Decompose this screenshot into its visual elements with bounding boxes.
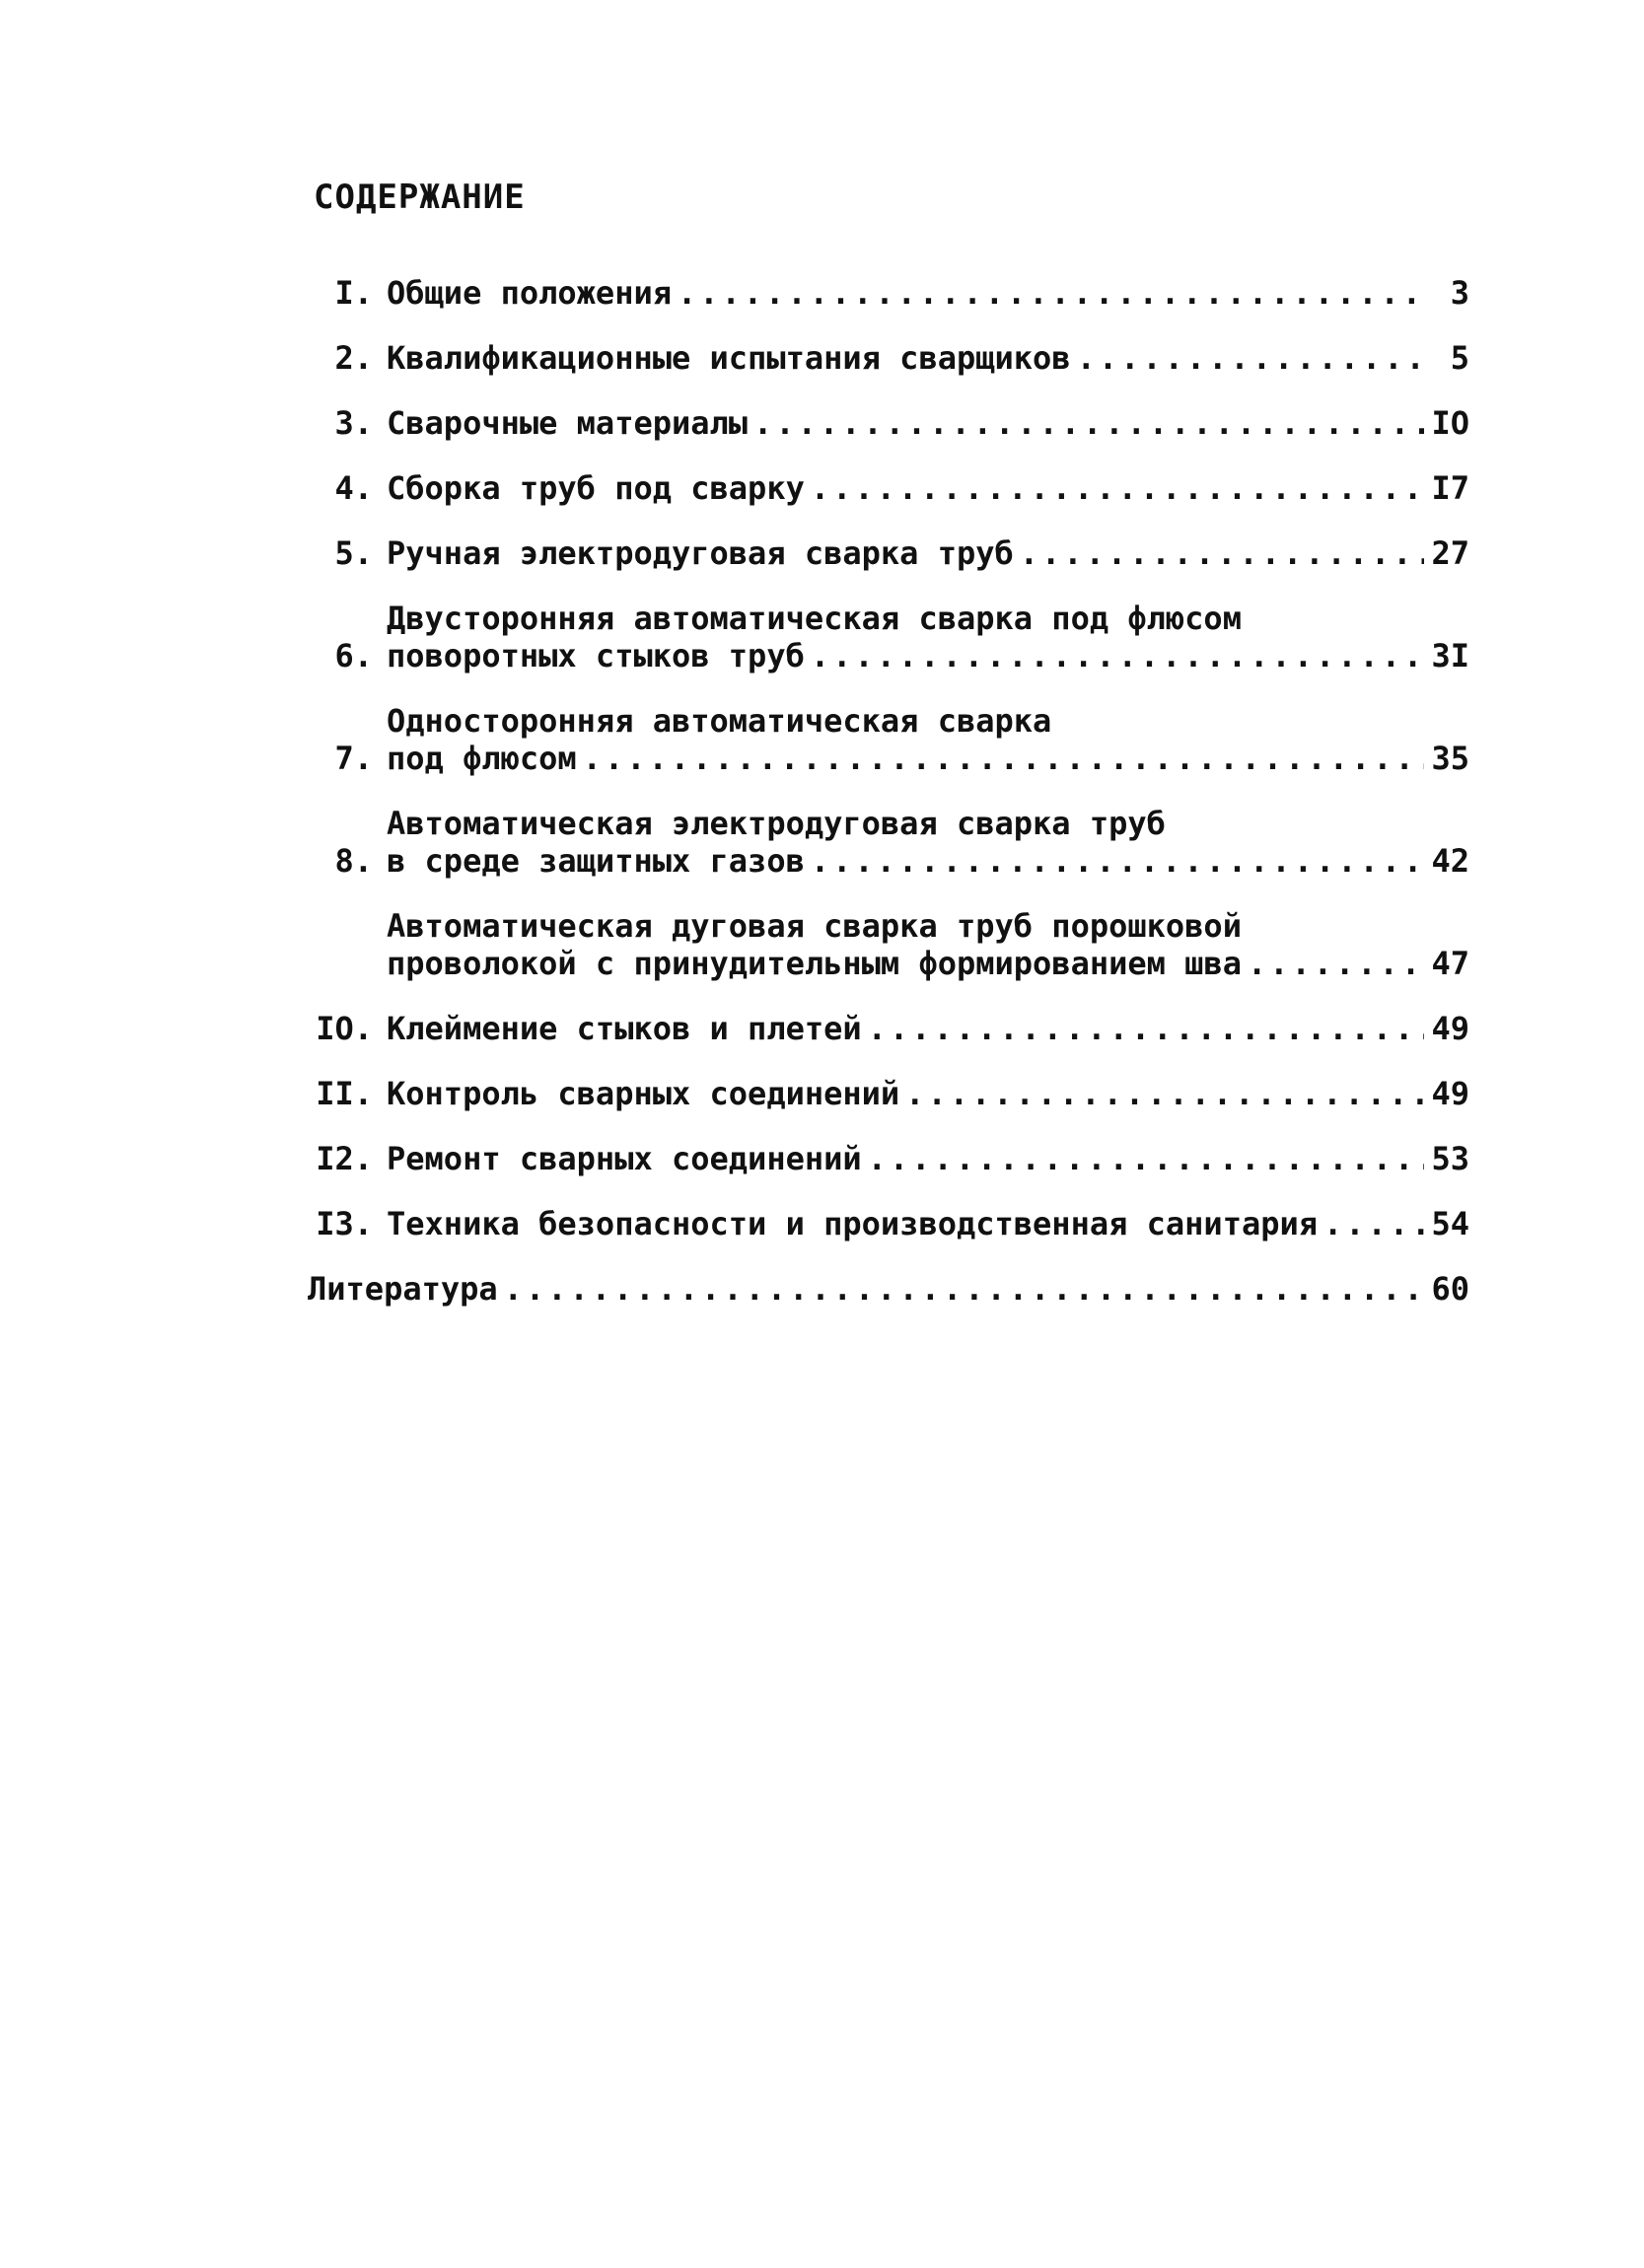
toc-entry-number: 8. bbox=[334, 842, 373, 880]
toc-entry bbox=[286, 1270, 1469, 1308]
toc-entry-number: II. bbox=[316, 1075, 373, 1112]
toc-entry bbox=[286, 702, 1469, 777]
toc-entry-number: I2. bbox=[316, 1140, 373, 1177]
page-title: СОДЕРЖАНИЕ bbox=[314, 177, 526, 217]
leader-dots bbox=[504, 1270, 1424, 1308]
toc-entry-title: Квалификационные испытания сварщиков bbox=[387, 339, 1071, 377]
toc-entry bbox=[286, 600, 1469, 674]
toc-entry-number: 4. bbox=[334, 469, 373, 507]
toc-entry bbox=[286, 805, 1469, 880]
toc-entry bbox=[286, 404, 1469, 442]
toc-entry-title: Ремонт сварных соединений bbox=[387, 1140, 862, 1177]
toc-entry-page: 3I bbox=[1431, 637, 1469, 674]
leader-dots bbox=[868, 1010, 1424, 1047]
toc-entry-number: 7. bbox=[334, 740, 373, 777]
toc-entry-title-line1: Односторонняя автоматическая сварка bbox=[387, 702, 1052, 740]
toc-entry bbox=[286, 469, 1469, 507]
toc-entry-number: 6. bbox=[334, 637, 373, 674]
toc-entry-title: поворотных стыков труб bbox=[387, 637, 805, 674]
toc-entry-title: Техника безопасности и производственная санитария bbox=[387, 1205, 1319, 1242]
toc-entry bbox=[286, 1205, 1469, 1242]
toc-entry-page: 27 bbox=[1431, 534, 1469, 572]
toc-entry-page: I7 bbox=[1431, 469, 1469, 507]
toc-entry bbox=[286, 534, 1469, 572]
leader-dots bbox=[583, 740, 1424, 777]
leader-dots bbox=[811, 469, 1424, 507]
toc-entry-title: Сварочные материалы bbox=[387, 404, 749, 442]
toc-entry bbox=[286, 339, 1469, 377]
toc-entry-page: 42 bbox=[1431, 842, 1469, 880]
toc-entry-title: Литература bbox=[308, 1270, 498, 1308]
leader-dots bbox=[753, 404, 1424, 442]
leader-dots bbox=[868, 1140, 1424, 1177]
toc-entry-page: IO bbox=[1431, 404, 1469, 442]
leader-dots bbox=[678, 274, 1424, 312]
toc-entry-page: 49 bbox=[1431, 1010, 1469, 1047]
toc-entry-number: IO. bbox=[316, 1010, 373, 1047]
toc-entry bbox=[286, 1010, 1469, 1047]
toc-entry-title: Контроль сварных соединений bbox=[387, 1075, 900, 1112]
leader-dots bbox=[811, 637, 1424, 674]
toc-entry-page: 60 bbox=[1431, 1270, 1469, 1308]
toc-entry-number: 5. bbox=[334, 534, 373, 572]
toc-entry-page: 5 bbox=[1450, 339, 1469, 377]
leader-dots bbox=[1323, 1205, 1424, 1242]
toc-entry bbox=[286, 274, 1469, 312]
leader-dots bbox=[811, 842, 1424, 880]
toc-entry-title-line1: Автоматическая дуговая сварка труб порошковой bbox=[387, 907, 1242, 945]
toc-entry bbox=[286, 1075, 1469, 1112]
toc-entry-title-line1: Двусторонняя автоматическая сварка под флюсом bbox=[387, 600, 1242, 637]
toc-entry-title: Ручная электродуговая сварка труб bbox=[387, 534, 1014, 572]
toc-entry-title-line1: Автоматическая электродуговая сварка труб bbox=[387, 805, 1166, 842]
leader-dots bbox=[1020, 534, 1424, 572]
toc-entry-page: 53 bbox=[1431, 1140, 1469, 1177]
toc-entry-number: I3. bbox=[316, 1205, 373, 1242]
leader-dots bbox=[1248, 945, 1424, 982]
toc-entry-title: проволокой с принудительным формированием шва bbox=[387, 945, 1242, 982]
toc-entry-title: Общие положения bbox=[387, 274, 672, 312]
toc-entry-number: I. bbox=[334, 274, 373, 312]
toc-entry-page: 49 bbox=[1431, 1075, 1469, 1112]
leader-dots bbox=[1077, 339, 1424, 377]
toc-entry-title: Сборка труб под сварку bbox=[387, 469, 805, 507]
toc-entry-title: в среде защитных газов bbox=[387, 842, 805, 880]
toc-entry-title: под флюсом bbox=[387, 740, 577, 777]
toc-entry-title: Клеймение стыков и плетей bbox=[387, 1010, 862, 1047]
toc-entry-page: 3 bbox=[1450, 274, 1469, 312]
leader-dots bbox=[905, 1075, 1424, 1112]
toc-entry-page: 54 bbox=[1431, 1205, 1469, 1242]
toc-entry-page: 47 bbox=[1431, 945, 1469, 982]
toc-entry bbox=[286, 1140, 1469, 1177]
toc-entry bbox=[286, 907, 1469, 982]
table-of-contents bbox=[286, 274, 1469, 1335]
toc-entry-page: 35 bbox=[1431, 740, 1469, 777]
toc-entry-number: 2. bbox=[334, 339, 373, 377]
toc-entry-number: 3. bbox=[334, 404, 373, 442]
